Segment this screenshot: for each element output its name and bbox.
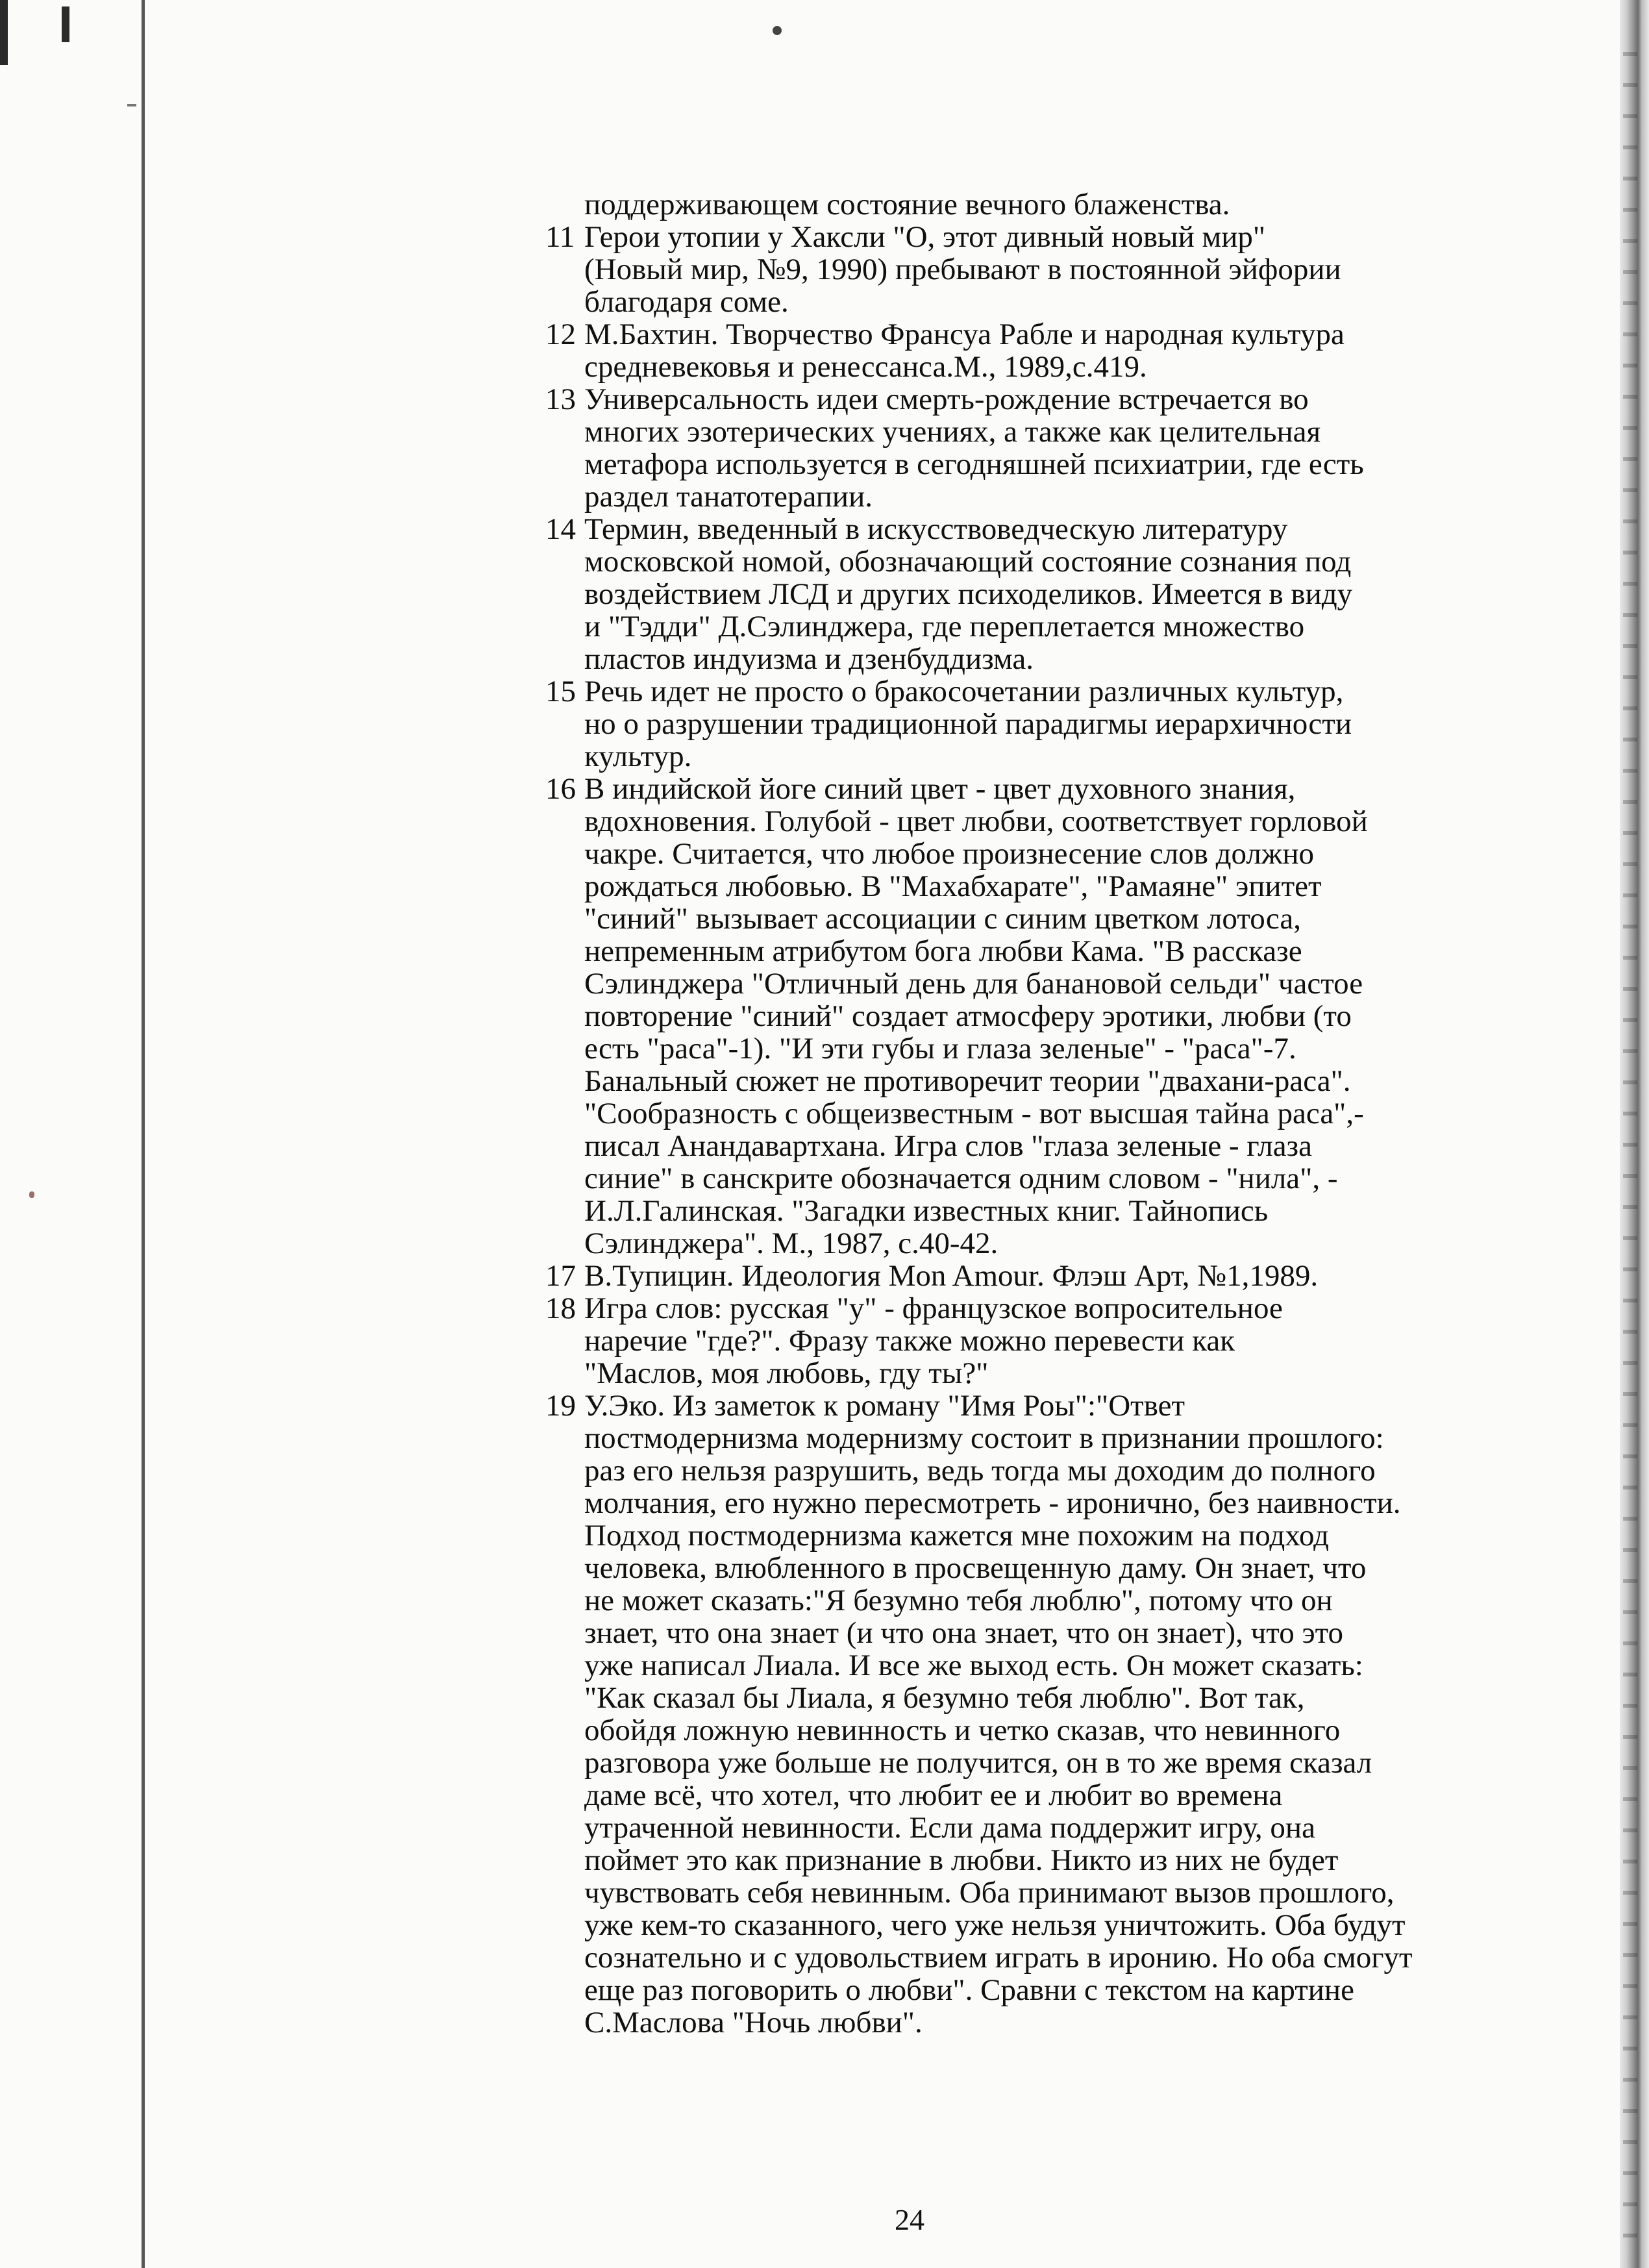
footnote-number: 12 bbox=[545, 318, 576, 351]
footnote-number: 19 bbox=[545, 1389, 576, 1423]
footnote-line: многих эзотерических учениях, а также как целительная bbox=[584, 415, 1321, 449]
footnote-line: уже написал Лиала. И все же выход есть. Он может сказать: bbox=[584, 1649, 1363, 1682]
footnote-line: есть "раса"-1). "И эти губы и глаза зеленые" - "раса"-7. bbox=[584, 1032, 1296, 1065]
footnote-body bbox=[584, 513, 1352, 675]
footnote-body bbox=[584, 383, 1364, 513]
footnote-line: но о разрушении традиционной парадигмы иерархичности bbox=[584, 707, 1352, 741]
footnote-line: "синий" вызывает ассоциации с синим цветком лотоса, bbox=[584, 902, 1301, 936]
footnote-line: раздел танатотерапии. bbox=[584, 480, 873, 514]
footnote-line: утраченной невинности. Если дама поддержит игру, она bbox=[584, 1811, 1315, 1845]
footnote-line: не может сказать:"Я безумно тебя люблю", потому что он bbox=[584, 1584, 1333, 1617]
footnote-line: Сэлинджера "Отличный день для банановой сельди" частое bbox=[584, 967, 1363, 1001]
footnote-line: метафора используется в сегодняшней психиатрии, где есть bbox=[584, 447, 1364, 481]
footnote-line: писал Анандавартхана. Игра слов "глаза зеленые - глаза bbox=[584, 1129, 1312, 1163]
footnote-line: Подход постмодернизма кажется мне похожим на подход bbox=[584, 1519, 1330, 1552]
footnote-line: пластов индуизма и дзенбуддизма. bbox=[584, 642, 1034, 676]
footnote-line: М.Бахтин. Творчество Франсуа Рабле и народная культура bbox=[584, 318, 1345, 351]
footnote-line: благодаря соме. bbox=[584, 285, 789, 319]
footnote-body bbox=[584, 675, 1352, 773]
footnote-continuation: поддерживающем состояние вечного блаженства. bbox=[584, 188, 1230, 221]
footnote-number: 15 bbox=[545, 675, 576, 708]
footnote-line: средневековья и ренессанса.М., 1989,с.419. bbox=[584, 350, 1147, 384]
footnote-line: непременным атрибутом бога любви Кама. "В рассказе bbox=[584, 934, 1302, 968]
footnote-line: Банальный сюжет не противоречит теории "двахани-раса". bbox=[584, 1064, 1351, 1098]
footnote-line: синие" в санскрите обозначается одним словом - "нила", - bbox=[584, 1162, 1338, 1195]
footnote-line: московской номой, обозначающий состояние сознания под bbox=[584, 545, 1352, 579]
footnote-line: Герои утопии у Хаксли "О, этот дивный новый мир" bbox=[584, 220, 1266, 254]
footnote-line: воздействием ЛСД и других психоделиков. Имеется в виду bbox=[584, 577, 1353, 611]
footnote-number: 17 bbox=[545, 1259, 576, 1293]
footnote-number: 11 bbox=[545, 220, 575, 254]
footnote-line: постмодернизма модернизму состоит в признании прошлого: bbox=[584, 1421, 1384, 1455]
footnote-line: повторение "синий" создает атмосферу эротики, любви (то bbox=[584, 999, 1352, 1033]
footnote-line: рождаться любовью. В "Махабхарате", "Рамаяне" эпитет bbox=[584, 869, 1322, 903]
footnote-body bbox=[584, 773, 1368, 1260]
footnote-line: культур. bbox=[584, 740, 692, 773]
footnote-body bbox=[584, 1260, 1318, 1292]
footnote-line: "Маслов, моя любовь, гду ты?" bbox=[584, 1356, 989, 1390]
footnote-line: сознательно и с удовольствием играть в иронию. Но оба смогут bbox=[584, 1941, 1413, 1975]
footnote-line: вдохновения. Голубой - цвет любви, соответствует горловой bbox=[584, 804, 1368, 838]
footnote-line: знает, что она знает (и что она знает, что он знает), что это bbox=[584, 1616, 1344, 1650]
page-number: 24 bbox=[895, 2203, 924, 2236]
footnote-line: поймет это как признание в любви. Никто из них не будет bbox=[584, 1843, 1339, 1877]
footnote-body bbox=[584, 318, 1345, 383]
footnote-line: человека, влюбленного в просвещенную даму. Он знает, что bbox=[584, 1551, 1367, 1585]
footnote-line: В.Тупицин. Идеология Mon Amour. Флэш Арт, №1,1989. bbox=[584, 1259, 1319, 1293]
footnote-number: 13 bbox=[545, 382, 576, 416]
footnote-line: даме всё, что хотел, что любит ее и любит во времена bbox=[584, 1778, 1283, 1812]
footnote-line: разговора уже больше не получится, он в то же время сказал bbox=[584, 1746, 1372, 1780]
footnote-line: Игра слов: русская "у" - французское вопросительное bbox=[584, 1291, 1283, 1325]
footnote-line: (Новый мир, №9, 1990) пребывают в постоянной эйфории bbox=[584, 253, 1341, 286]
footnote-line: молчания, его нужно пересмотреть - иронично, без наивности. bbox=[584, 1486, 1401, 1520]
footnote-line: Термин, введенный в искусствоведческую литературу bbox=[584, 512, 1288, 546]
footnote-line: обойдя ложную невинность и четко сказав, что невинного bbox=[584, 1713, 1341, 1747]
footnote-line: "Сообразность с общеизвестным - вот высшая тайна раса",- bbox=[584, 1097, 1364, 1130]
footnote-line: Сэлинджера". М., 1987, с.40-42. bbox=[584, 1227, 998, 1260]
footnote-line: И.Л.Галинская. "Загадки известных книг. Тайнопись bbox=[584, 1194, 1269, 1228]
footnote-line: С.Маслова "Ночь любви". bbox=[584, 2006, 923, 2039]
footnote-line: У.Эко. Из заметок к роману "Имя Роы":"Ответ bbox=[584, 1389, 1185, 1423]
footnote-number: 14 bbox=[545, 512, 576, 546]
footnote-line: Универсальность идеи смерть-рождение встречается во bbox=[584, 382, 1309, 416]
footnote-line: В индийской йоге синий цвет - цвет духовного знания, bbox=[584, 772, 1296, 806]
footnote-line: чувствовать себя невинным. Оба принимают вызов прошлого, bbox=[584, 1876, 1395, 1910]
footnote-line: уже кем-то сказанного, чего уже нельзя уничтожить. Оба будут bbox=[584, 1908, 1406, 1942]
footnote-line: Речь идет не просто о бракосочетании различных культур, bbox=[584, 675, 1344, 708]
footnote-body bbox=[584, 1292, 1283, 1389]
footnote-line: наречие "где?". Фразу также можно перевести как bbox=[584, 1324, 1235, 1358]
footnote-line: "Как сказал бы Лиала, я безумно тебя люблю". Вот так, bbox=[584, 1681, 1305, 1715]
footnote-line: и "Тэдди" Д.Сэлинджера, где переплетается множество bbox=[584, 610, 1305, 643]
footnote-number: 16 bbox=[545, 772, 576, 806]
footnote-number: 18 bbox=[545, 1291, 576, 1325]
footnote-body bbox=[584, 221, 1341, 318]
footnote-line: раз его нельзя разрушить, ведь тогда мы доходим до полного bbox=[584, 1454, 1376, 1488]
footnote-line: еще раз поговорить о любви". Сравни с текстом на картине bbox=[584, 1973, 1354, 2007]
footnote-body bbox=[584, 1389, 1413, 2039]
footnote-line: чакре. Считается, что любое произнесение слов должно bbox=[584, 837, 1315, 871]
